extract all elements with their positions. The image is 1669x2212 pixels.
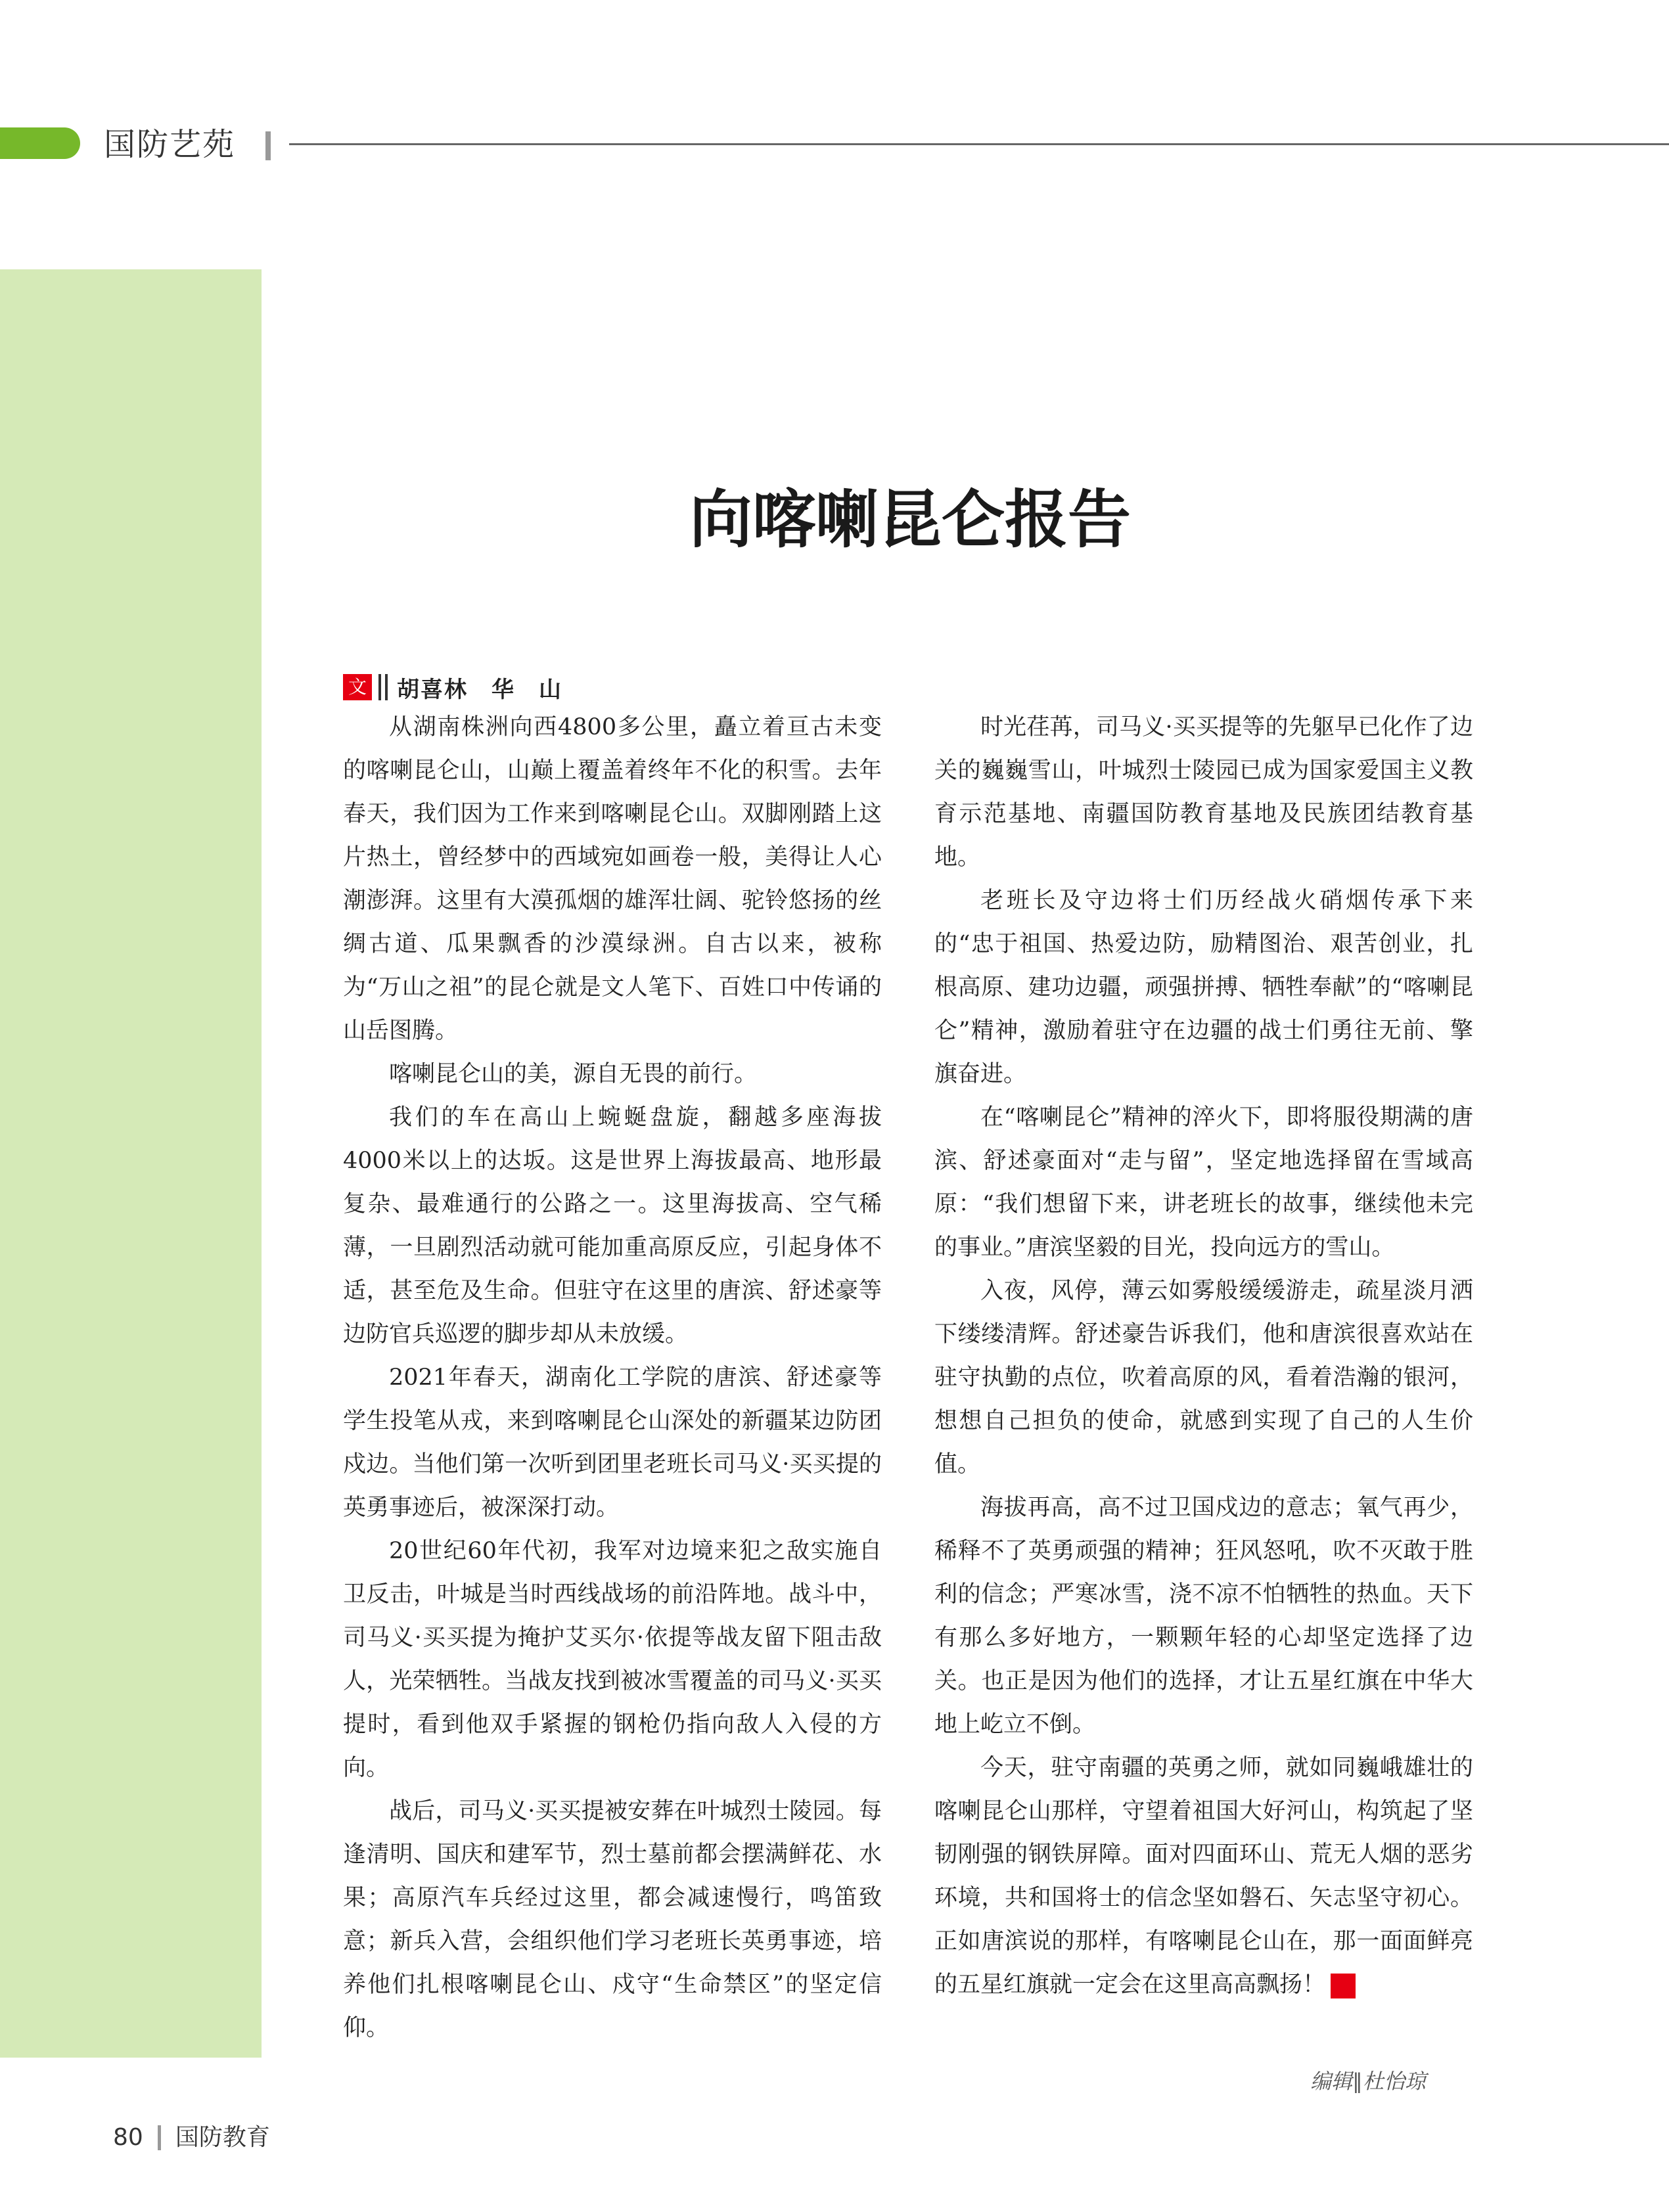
paragraph: 2021年春天，湖南化工学院的唐滨、舒述豪等学生投笔从戎，来到喀喇昆仑山深处的新疆某边防团戍边。当他们第一次听到团里老班长司马义·买买提的英勇事迹后，被深深打动。 — [343, 1365, 882, 1521]
decorative-green-band — [0, 269, 262, 2058]
paragraph: 入夜，风停，薄云如雾般缓缓游走，疏星淡月洒下缕缕清辉。舒述豪告诉我们，他和唐滨很喜欢站在驻守执勤的点位，吹着高原的风，看着浩瀚的银河，想想自己担负的使命，就感到实现了自己的人生价值。 — [934, 1278, 1473, 1478]
paragraph: 从湖南株洲向西4800多公里，矗立着亘古未变的喀喇昆仑山，山巅上覆盖着终年不化的积雪。去年春天，我们因为工作来到喀喇昆仑山。双脚刚踏上这片热土，曾经梦中的西域宛如画卷一般，美得让人心潮澎湃。这里有大漠孤烟的雄浑壮阔、驼铃悠扬的丝绸古道、瓜果飘香的沙漠绿洲。自古以来，被称为“万山之祖”的昆仑就是文人笔下、百姓口中传诵的山岳图腾。 — [343, 714, 882, 1044]
footer-divider — [158, 2125, 161, 2150]
paragraph: 战后，司马义·买买提被安葬在叶城烈士陵园。每逢清明、国庆和建军节，烈士墓前都会摆满鲜花、水果；高原汽车兵经过这里，都会减速慢行，鸣笛致意；新兵入营，会组织他们学习老班长英勇事迹，培养他们扎根喀喇昆仑山、戍守“生命禁区”的坚定信仰。 — [343, 1798, 882, 2041]
paragraph: 喀喇昆仑山的美，源自无畏的前行。 — [389, 1061, 758, 1087]
paragraph: 我们的车在高山上蜿蜒盘旋，翻越多座海拔4000米以上的达坂。这是世界上海拔最高、地形最复杂、最难通行的公路之一。这里海拔高、空气稀薄，一旦剧烈活动就可能加重高原反应，引起身体不适，甚至危及生命。但驻守在这里的唐滨、舒述豪等边防官兵巡逻的脚步却从未放缓。 — [343, 1104, 882, 1347]
header-rule — [289, 143, 1669, 145]
section-divider-bar — [265, 131, 271, 160]
section-name: 国防艺苑 — [104, 126, 236, 163]
paragraph-last — [934, 1746, 1473, 2006]
byline-separator — [378, 674, 388, 700]
article-column-right — [934, 706, 1473, 2006]
section-marker-pill — [0, 127, 80, 159]
end-mark-icon: G — [1331, 1974, 1356, 1998]
article-column-left — [343, 706, 882, 2050]
paragraph: 20世纪60年代初，我军对边境来犯之敌实施自卫反击，叶城是当时西线战场的前沿阵地。战斗中，司马义·买买提为掩护艾买尔·依提等战友留下阻击敌人，光荣牺牲。当战友找到被冰雪覆盖的司马义·买买提时，看到他双手紧握的钢枪仍指向敌人入侵的方向。 — [343, 1538, 882, 1781]
editor-credit: 编辑∥杜怡琼 — [1310, 2069, 1426, 2094]
page-footer — [113, 2117, 270, 2159]
magazine-name: 国防教育 — [175, 2124, 270, 2151]
paragraph-text: 今天，驻守南疆的英勇之师，就如同巍峨雄壮的喀喇昆仑山那样，守望着祖国大好河山，构筑起了坚韧刚强的钢铁屏障。面对四面环山、荒无人烟的恶劣环境，共和国将士的信念坚如磐石、矢志坚守初心。正如唐滨说的那样，有喀喇昆仑山在，那一面面鲜亮的五星红旗就一定会在这里高高飘扬！ — [934, 1755, 1473, 1998]
byline — [343, 670, 562, 704]
paragraph: 海拔再高，高不过卫国戍边的意志；氧气再少，稀释不了英勇顽强的精神；狂风怒吼，吹不灭敢于胜利的信念；严寒冰雪，浇不凉不怕牺牲的热血。天下有那么多好地方，一颗颗年轻的心却坚定选择了边关。也正是因为他们的选择，才让五星红旗在中华大地上屹立不倒。 — [934, 1495, 1473, 1738]
paragraph: 时光荏苒，司马义·买买提等的先躯早已化作了边关的巍巍雪山，叶城烈士陵园已成为国家爱国主义教育示范基地、南疆国防教育基地及民族团结教育基地。 — [934, 714, 1473, 870]
byline-tag: 文 — [343, 674, 372, 700]
paragraph: 在“喀喇昆仑”精神的淬火下，即将服役期满的唐滨、舒述豪面对“走与留”，坚定地选择留在雪域高原：“我们想留下来，讲老班长的故事，继续他未完的事业。”唐滨坚毅的目光，投向远方的雪山。 — [934, 1104, 1473, 1261]
paragraph: 老班长及守边将士们历经战火硝烟传承下来的“忠于祖国、热爱边防，励精图治、艰苦创业，扎根高原、建功边疆，顽强拼搏、牺牲奉献”的“喀喇昆仑”精神，激励着驻守在边疆的战士们勇往无前、擎旗奋进。 — [934, 888, 1473, 1087]
page-number: 80 — [113, 2124, 143, 2151]
article-title: 向喀喇昆仑报告 — [689, 483, 1131, 557]
byline-authors: 胡喜林 华 山 — [397, 676, 562, 703]
